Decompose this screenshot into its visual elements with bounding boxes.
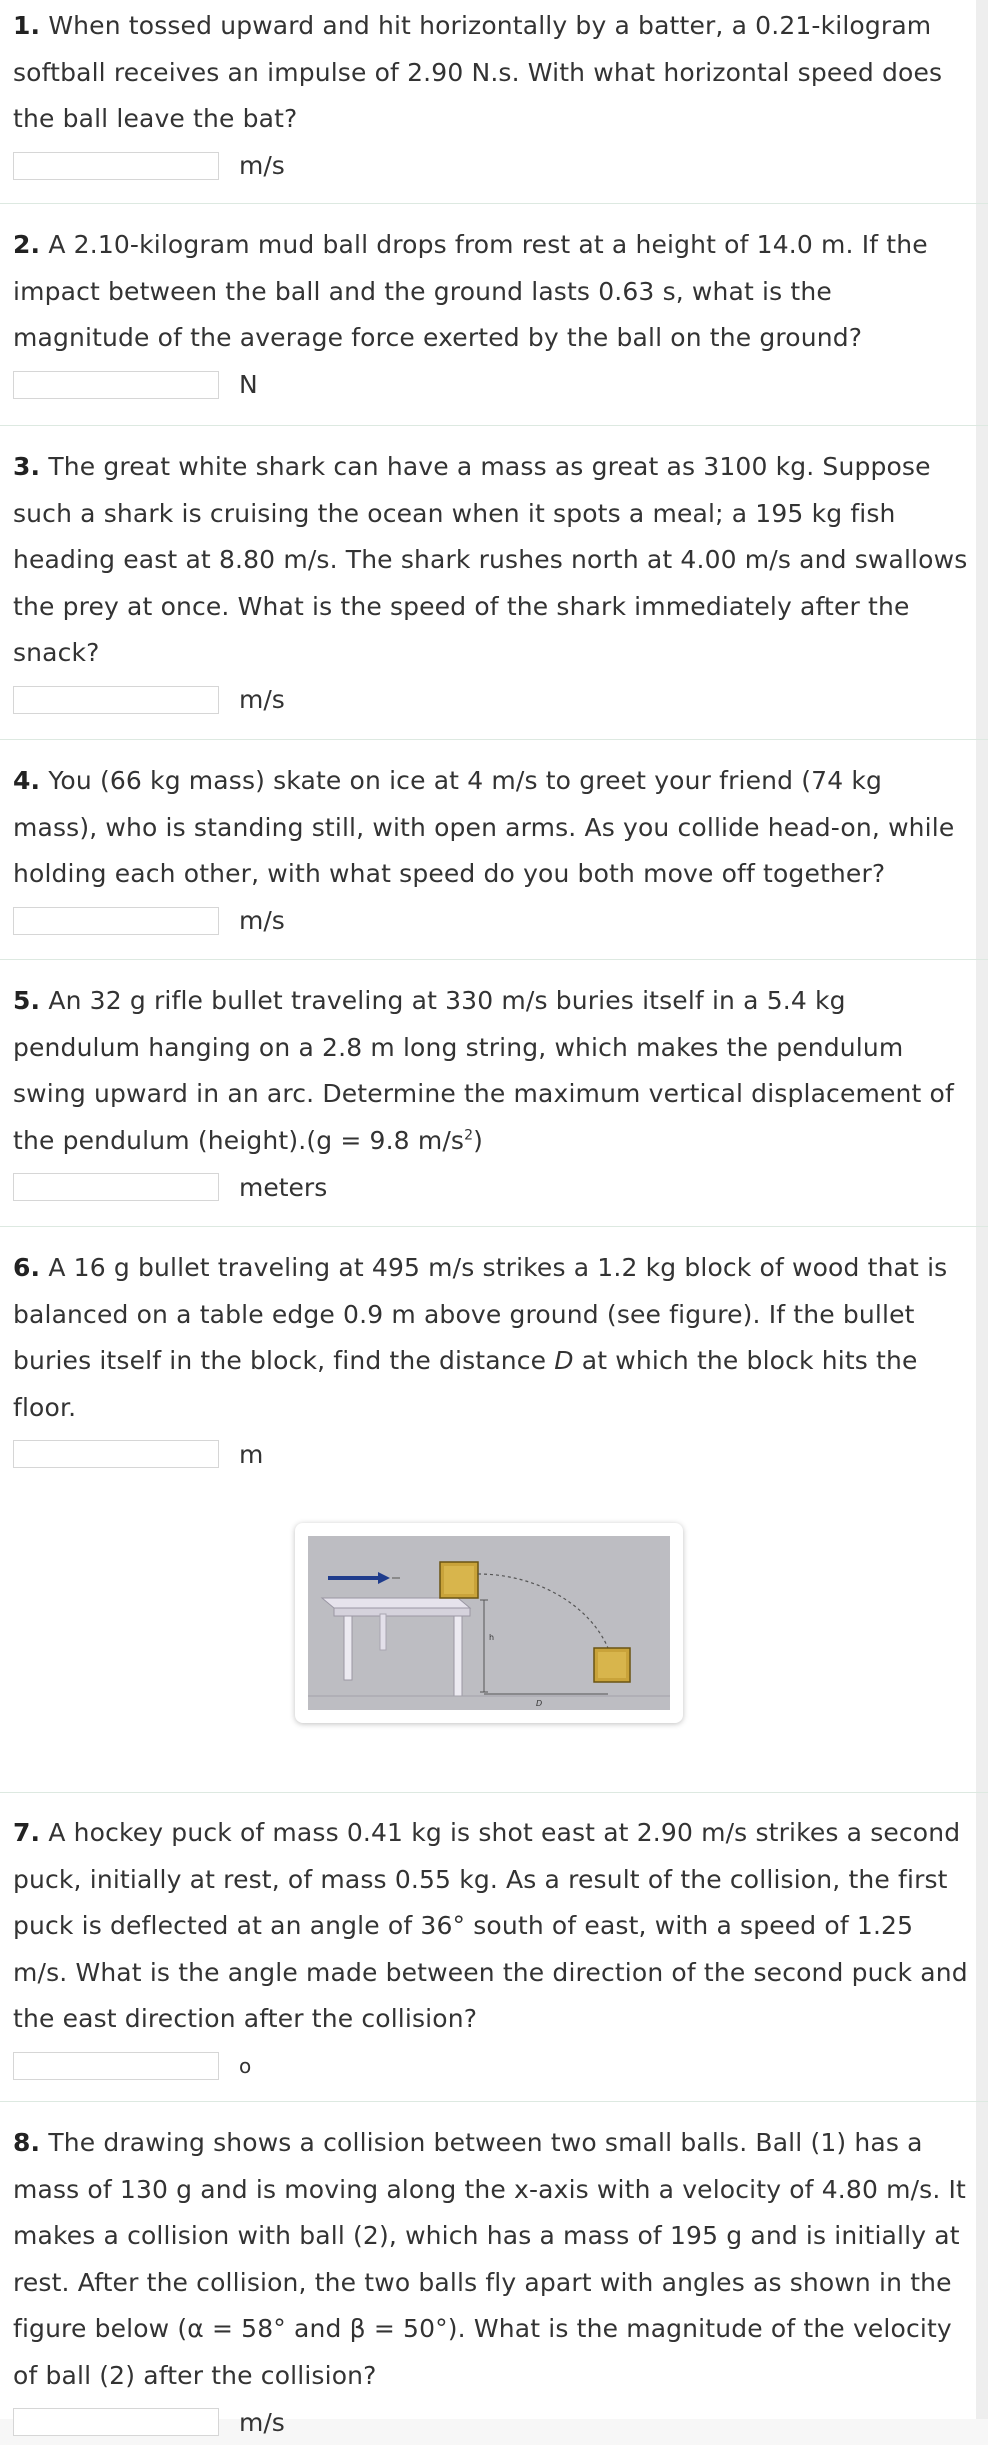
question-text: 4. You (66 kg mass) skate on ice at 4 m/s to greet your friend (74 kg mass), who is standing still, with open arms. As you collide head-on, while holding each other, with what speed do you both move off together? bbox=[13, 766, 955, 888]
question-body: A 2.10-kilogram mud ball drops from rest at a height of 14.0 m. If the impact between the ball and the ground lasts 0.63 s, what is the magnitude of the average force exerted by the ball on the ground? bbox=[13, 230, 928, 352]
question-body: When tossed upward and hit horizontally by a batter, a 0.21-kilogram softball receives an impulse of 2.90 N.s. With what horizontal speed does the ball leave the bat? bbox=[13, 11, 943, 133]
answer-row bbox=[13, 2043, 974, 2089]
answer-input-3[interactable] bbox=[13, 686, 219, 714]
exponent: 2 bbox=[464, 1127, 474, 1144]
question-8 bbox=[0, 2102, 988, 2445]
unit-label: meters bbox=[239, 1172, 328, 1202]
figure-card bbox=[295, 1523, 683, 1723]
question-text: 8. The drawing shows a collision between two small balls. Ball (1) has a mass of 130 g and is moving along the x-axis with a velocity of 4.80 m/s. It makes a collision with ball (2), which has a mass of 195 g and is initially at rest. After the collision, the two balls fly apart with angles as shown in the figure below (α = 58° and β = 50°). What is the magnitude of the velocity of ball (2) after the collision? bbox=[13, 2128, 967, 2390]
question-7 bbox=[0, 1793, 988, 2102]
question-body: The great white shark can have a mass as great as 3100 kg. Suppose such a shark is cruising the ocean when it spots a meal; a 195 kg fish heading east at 8.80 m/s. The shark rushes north at 4.00 m/s and swallows the prey at once. What is the speed of the shark immediately after the snack? bbox=[13, 452, 968, 667]
question-text: 3. The great white shark can have a mass as great as 3100 kg. Suppose such a shark is cruising the ocean when it spots a meal; a 195 kg fish heading east at 8.80 m/s. The shark rushes north at 4.00 m/s and swallows the prey at once. What is the speed of the shark immediately after the snack? bbox=[13, 452, 968, 667]
answer-row bbox=[13, 1431, 974, 1477]
question-1 bbox=[0, 0, 988, 204]
answer-input-6[interactable] bbox=[13, 1440, 219, 1468]
question-number: 7 bbox=[13, 1818, 31, 1847]
answer-input-1[interactable] bbox=[13, 152, 219, 180]
question-number: 2 bbox=[13, 230, 31, 259]
question-5 bbox=[0, 960, 988, 1227]
question-number: 6 bbox=[13, 1253, 31, 1282]
question-text: 7. A hockey puck of mass 0.41 kg is shot east at 2.90 m/s strikes a second puck, initially at rest, of mass 0.55 kg. As a result of the collision, the first puck is deflected at an angle of 36° south of east, with a speed of 1.25 m/s. What is the angle made between the direction of the second puck and the east direction after the collision? bbox=[13, 1818, 968, 2033]
question-number: 1 bbox=[13, 11, 31, 40]
question-2 bbox=[0, 204, 988, 426]
unit-label: m/s bbox=[239, 2407, 285, 2437]
question-number: 3 bbox=[13, 452, 31, 481]
question-body: An 32 g rifle bullet traveling at 330 m/s buries itself in a 5.4 kg pendulum hanging on a 2.8 m long string, which makes the pendulum swing upward in an arc. Determine the maximum vertical displacement of the pendulum (height).(g = 9.8 m/s bbox=[13, 986, 954, 1155]
answer-row bbox=[13, 143, 974, 189]
question-text: 6. A 16 g bullet traveling at 495 m/s strikes a 1.2 kg block of wood that is balanced on a table edge 0.9 m above ground (see figure). If the bullet buries itself in the block, find the distance D at which the block hits the floor. bbox=[13, 1253, 948, 1422]
question-body: A hockey puck of mass 0.41 kg is shot east at 2.90 m/s strikes a second puck, initially at rest, of mass 0.55 kg. As a result of the collision, the first puck is deflected at an angle of 36° south of east, with a speed of 1.25 m/s. What is the angle made between the direction of the second puck and the east direction after the collision? bbox=[13, 1818, 968, 2033]
answer-row bbox=[13, 677, 974, 723]
answer-row bbox=[13, 362, 974, 408]
height-label: h bbox=[489, 1633, 495, 1642]
question-text: 1. When tossed upward and hit horizontally by a batter, a 0.21-kilogram softball receives an impulse of 2.90 N.s. With what horizontal speed does the ball leave the bat? bbox=[13, 11, 943, 133]
question-number: 5 bbox=[13, 986, 31, 1015]
answer-input-4[interactable] bbox=[13, 907, 219, 935]
answer-input-5[interactable] bbox=[13, 1173, 219, 1201]
question-4 bbox=[0, 740, 988, 960]
unit-label: m bbox=[239, 1439, 264, 1469]
unit-label: N bbox=[239, 370, 258, 399]
answer-input-2[interactable] bbox=[13, 371, 219, 399]
question-number: 8 bbox=[13, 2128, 31, 2157]
question-body: A 16 g bullet traveling at 495 m/s strikes a 1.2 kg block of wood that is balanced on a table edge 0.9 m above ground (see figure). If the bullet buries itself in the block, find the distance bbox=[13, 1253, 948, 1375]
table-block-figure bbox=[308, 1536, 670, 1710]
answer-row bbox=[13, 1164, 974, 1210]
question-text: 5. An 32 g rifle bullet traveling at 330 m/s buries itself in a 5.4 kg pendulum hanging on a 2.8 m long string, which makes the pendulum swing upward in an arc. Determine the maximum vertical displacement of the pendulum (height).(g = 9.8 $m/s^2$) bbox=[13, 986, 954, 1155]
question-body: You (66 kg mass) skate on ice at 4 m/s to greet your friend (74 kg mass), who is standing still, with open arms. As you collide head-on, while holding each other, with what speed do you both move off together? bbox=[13, 766, 955, 888]
distance-label: D bbox=[536, 1699, 543, 1708]
answer-input-7[interactable] bbox=[13, 2052, 219, 2080]
question-body-end: ) bbox=[473, 1125, 484, 1155]
answer-row bbox=[13, 2399, 974, 2445]
question-body-end: at which the block hits the floor. bbox=[13, 1346, 918, 1422]
unit-label: o bbox=[239, 2053, 252, 2078]
unit-label: m/s bbox=[239, 906, 285, 935]
variable-d: D bbox=[554, 1346, 574, 1375]
unit-label: m/s bbox=[239, 685, 285, 714]
answer-row bbox=[13, 898, 974, 944]
question-3 bbox=[0, 426, 988, 740]
question-body: The drawing shows a collision between two small balls. Ball (1) has a mass of 130 g and is moving along the x-axis with a velocity of 4.80 m/s. It makes a collision with ball (2), which has a mass of 195 g and is initially at rest. After the collision, the two balls fly apart with angles as shown in the figure below (α = 58° and β = 50°). What is the magnitude of the velocity of ball (2) after the collision? bbox=[13, 2128, 967, 2390]
question-6 bbox=[0, 1227, 988, 1793]
unit-label: m/s bbox=[239, 151, 285, 180]
question-text: 2. A 2.10-kilogram mud ball drops from rest at a height of 14.0 m. If the impact between the ball and the ground lasts 0.63 s, what is the magnitude of the average force exerted by the ball on the ground? bbox=[13, 230, 928, 352]
answer-input-8[interactable] bbox=[13, 2408, 219, 2436]
question-number: 4 bbox=[13, 766, 31, 795]
